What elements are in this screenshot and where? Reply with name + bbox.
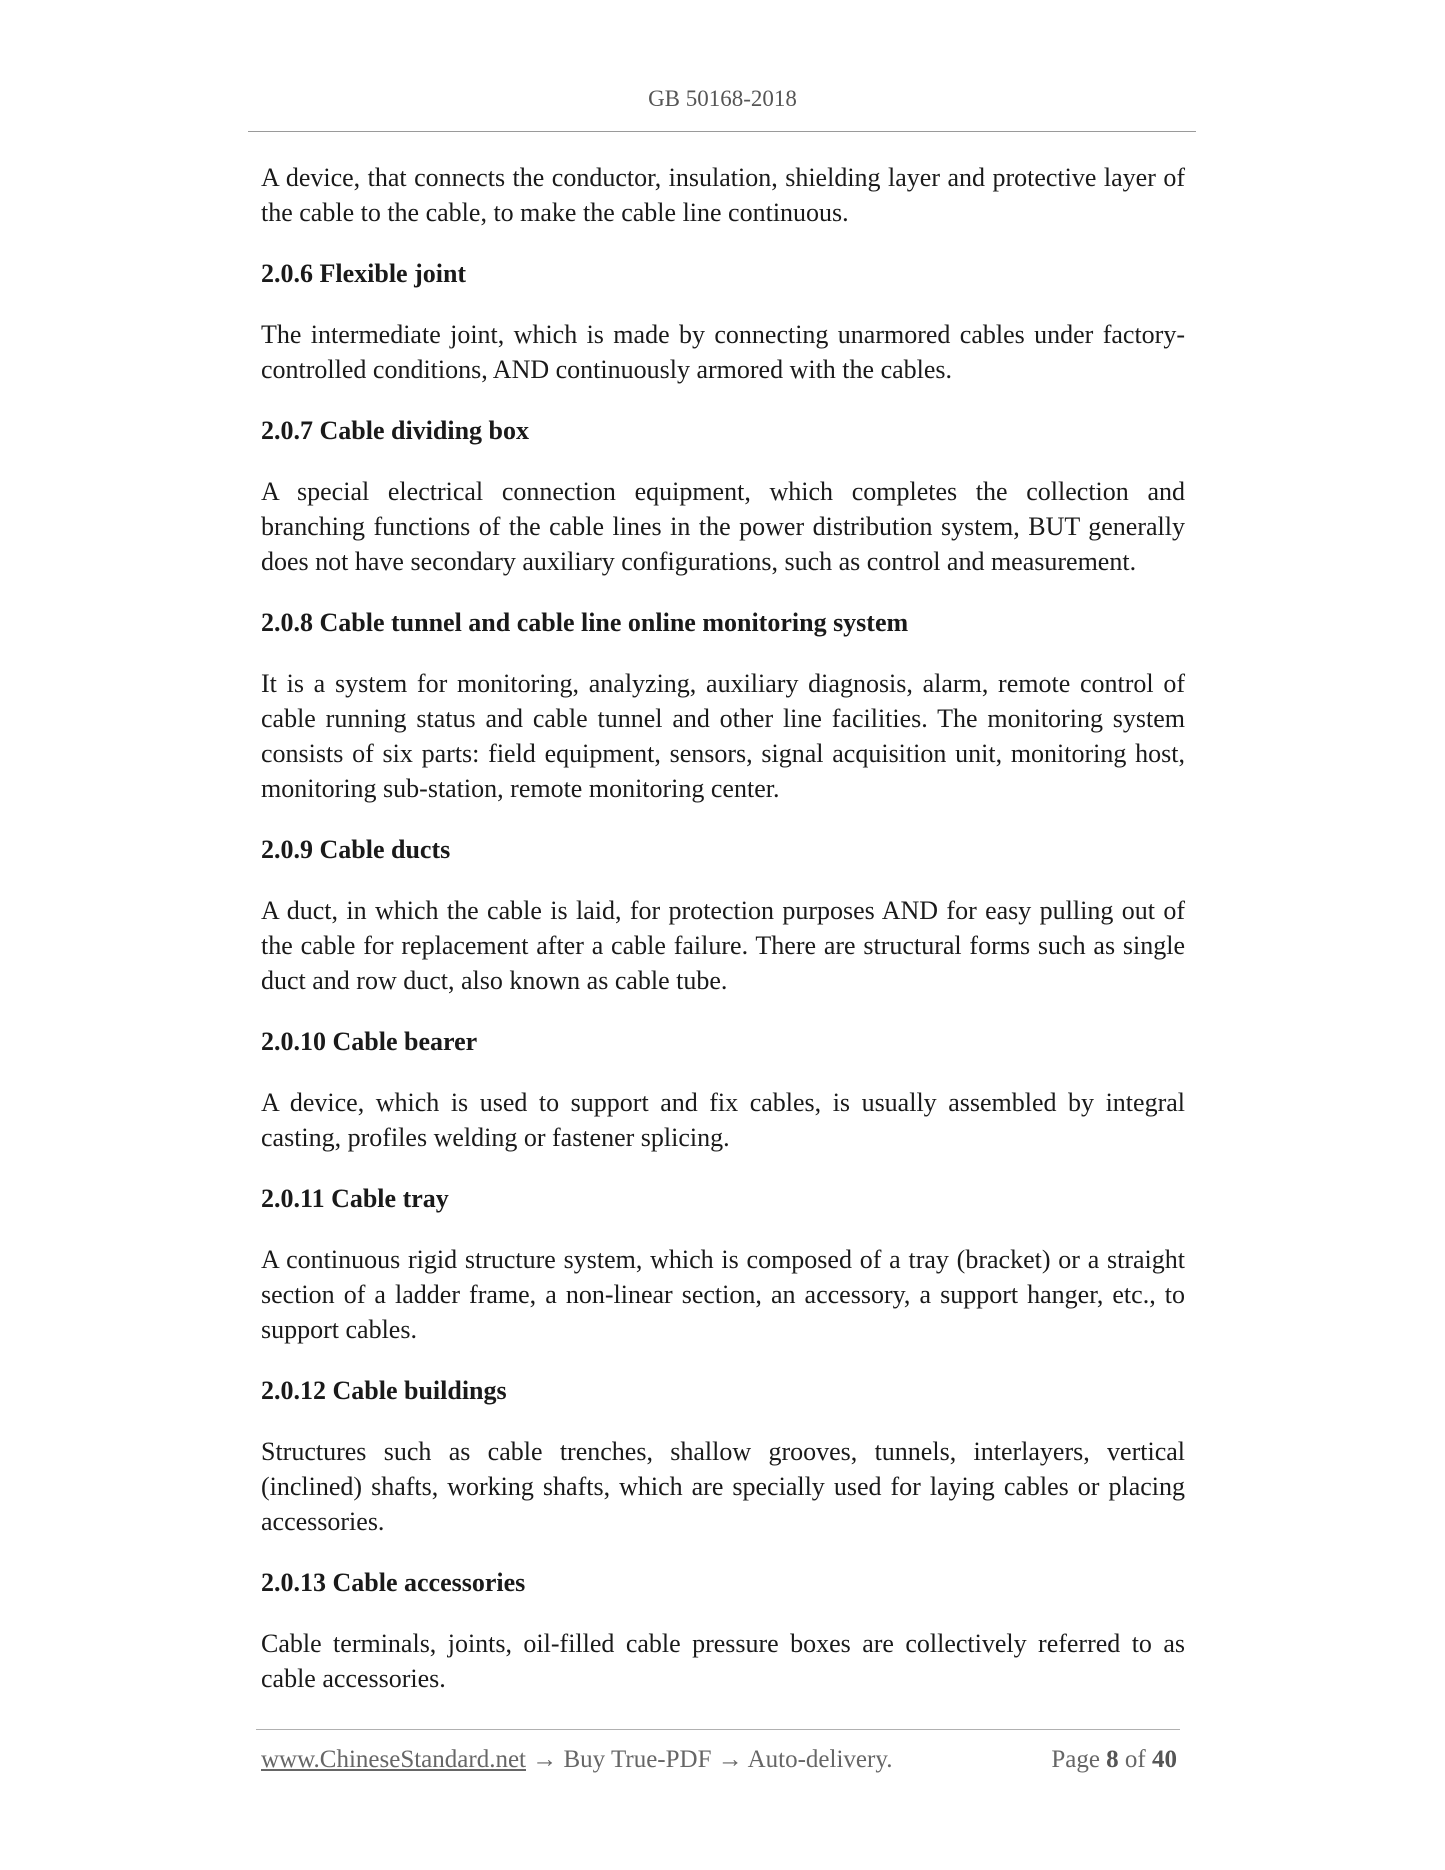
arrow-right-icon: → bbox=[717, 1746, 743, 1773]
definition-text: The intermediate joint, which is made by connecting unarmored cables under factory-controlled conditions, AND continuously armored with the cables. bbox=[261, 320, 1185, 384]
footer-divider bbox=[256, 1729, 1180, 1730]
definition-text: A device, which is used to support and fix cables, is usually assembled by integral casting, profiles welding or fastener splicing. bbox=[261, 1088, 1185, 1152]
current-page: 8 bbox=[1106, 1746, 1119, 1773]
header-divider bbox=[248, 131, 1196, 132]
definition-text: A special electrical connection equipment, which completes the collection and branching functions of the cable lines in the power distribution system, BUT generally does not have secondary auxiliary configurations, such as control and measurement. bbox=[261, 477, 1185, 576]
auto-delivery-text: Auto-delivery. bbox=[747, 1746, 893, 1773]
definition-text: A duct, in which the cable is laid, for protection purposes AND for easy pulling out of the cable for replacement after a cable failure. There are structural forms such as single duct and row duct, also known as cable tube. bbox=[261, 896, 1185, 995]
document-body bbox=[261, 160, 1185, 1722]
definition-text: A device, that connects the conductor, insulation, shielding layer and protective layer of the cable to the cable, to make the cable line continuous. bbox=[261, 163, 1185, 227]
arrow-right-icon: → bbox=[532, 1746, 558, 1773]
definition-text: Structures such as cable trenches, shallow grooves, tunnels, interlayers, vertical (inclined) shafts, working shafts, which are specially used for laying cables or placing accessories. bbox=[261, 1437, 1185, 1536]
section-heading: 2.0.8 Cable tunnel and cable line online monitoring system bbox=[261, 608, 909, 637]
definition-text: Cable terminals, joints, oil-filled cable pressure boxes are collectively referred to as cable accessories. bbox=[261, 1629, 1185, 1693]
footer-promo bbox=[261, 1746, 892, 1774]
section-heading: 2.0.6 Flexible joint bbox=[261, 259, 467, 288]
total-pages: 40 bbox=[1152, 1746, 1177, 1773]
page-number bbox=[1051, 1746, 1177, 1774]
of-label: of bbox=[1124, 1746, 1146, 1773]
page-label: Page bbox=[1051, 1746, 1100, 1773]
section-heading: 2.0.12 Cable buildings bbox=[261, 1376, 507, 1405]
page-footer bbox=[261, 1746, 1181, 1778]
definition-text: It is a system for monitoring, analyzing, auxiliary diagnosis, alarm, remote control of cable running status and cable tunnel and other line facilities. The monitoring system consists of six parts: field equipment, sensors, signal acquisition unit, monitoring host, monitoring sub-station, remote monitoring center. bbox=[261, 669, 1185, 803]
section-heading: 2.0.10 Cable bearer bbox=[261, 1027, 478, 1056]
section-heading: 2.0.11 Cable tray bbox=[261, 1184, 449, 1213]
website-link[interactable]: www.ChineseStandard.net bbox=[261, 1746, 526, 1773]
buy-pdf-text: Buy True-PDF bbox=[563, 1746, 712, 1773]
section-heading: 2.0.7 Cable dividing box bbox=[261, 416, 530, 445]
section-heading: 2.0.9 Cable ducts bbox=[261, 835, 451, 864]
page-header: GB 50168-2018 bbox=[648, 86, 797, 111]
section-heading: 2.0.13 Cable accessories bbox=[261, 1568, 526, 1597]
definition-text: A continuous rigid structure system, which is composed of a tray (bracket) or a straight section of a ladder frame, a non-linear section, an accessory, a support hanger, etc., to support cables. bbox=[261, 1245, 1185, 1344]
